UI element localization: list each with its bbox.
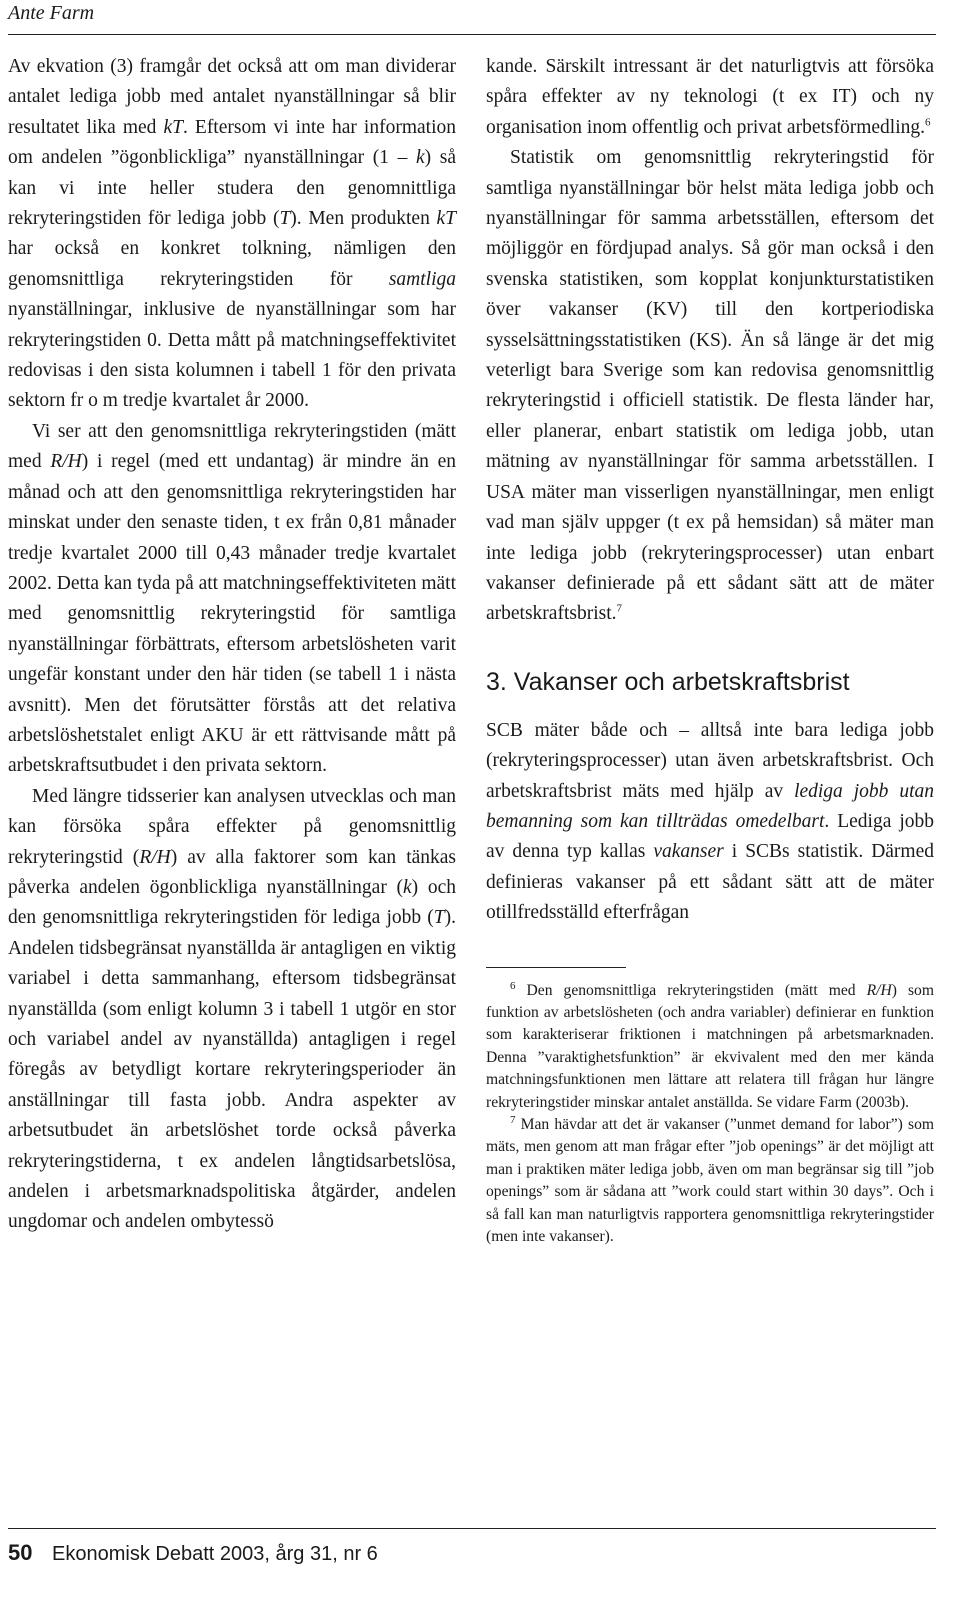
left-paragraph-1: Av ekvation (3) framgår det också att om man dividerar antalet lediga jobb med antalet nyanställningar så blir resultatet lika med kT. Eftersom vi inte har information om andelen ”ögonblickliga” nyanställningar (1 – k) så kan vi inte heller studera den genomnittliga rekryteringstiden för lediga jobb (T). Men produkten kT har också en konkret tolkning, nämligen den genomsnittliga rekryteringstiden för samtliga nyanställningar, inklusive de nyanställningar som har rekryteringstiden 0. Detta mått på matchningseffektivitet redovisas i den sista kolumnen i tabell 1 för den privata sektorn fr o m tredje kvartalet år 2000. <box>8 56 456 412</box>
right-paragraph-3: SCB mäter både och – alltså inte bara lediga jobb (rekryteringsprocesser) utan även arbetskraftsbrist. Och arbetskraftsbrist mäts med hjälp av lediga jobb utan bemanning som kan tillträdas omedelbart. Lediga jobb av denna typ kallas vakanser i SCBs statistik. Därmed definieras vakanser på ett sådant sätt att de mäter otillfredsställd efterfrågan <box>486 719 934 924</box>
footnote-ref: 7 <box>616 602 623 615</box>
footnote-7: $^7$ Man hävdar att det är vakanser (”unmet demand for labor”) som mäts, men genom att man frågar efter ”job openings” är det möjligt att man i praktiken mäter lediga jobb, även om man begränsar sig till ”job openings” som är sådana att ”work could start within 30 days”. Och i så fall kan man naturligtvis rapportera genomsnittliga rekryteringstider (men inte vakanser). <box>486 1113 934 1246</box>
footer-rule <box>8 1528 936 1529</box>
emphasis: R/H <box>866 981 892 999</box>
emphasis: kT <box>436 208 456 230</box>
header-rule <box>8 34 936 35</box>
emphasis: T <box>279 208 291 230</box>
journal-citation: Ekonomisk Debatt 2003, årg 31, nr 6 <box>52 1543 378 1565</box>
emphasis: samtliga <box>388 268 456 290</box>
emphasis: T <box>433 907 445 929</box>
footnote-ref: 6 <box>925 116 931 129</box>
footnote-ref: 6 <box>510 979 516 992</box>
emphasis: vakanser <box>653 841 724 863</box>
footnote-rule <box>486 967 626 968</box>
footnotes <box>486 980 934 1249</box>
section-heading: 3. Vakanser och arbetskraftsbrist <box>486 667 850 696</box>
emphasis: kT <box>163 116 183 138</box>
left-paragraph-2: Vi ser att den genomsnittliga rekryteringstiden (mätt med R/H) i regel (med ett undantag) är mindre än en månad och att den genomsnittliga rekryteringstiden har minskat under den senaste tiden, t ex från 0,81 månader tredje kvartalet 2000 till 0,43 månader tredje kvartalet 2002. Detta kan tyda på att matchningseffektiviteten mätt med genomsnittlig rekryteringstid för samtliga nyanställningar förbättrats, eftersom arbetslösheten varit ungefär konstant under den här tiden (se tabell 1 i nästa avsnitt). Men det förutsätter förstås att det relativa arbetslöshetstalet enligt AKU är ett rättvisande mått på arbetskraftsutbudet i den privata sektorn. <box>8 420 457 777</box>
emphasis: k <box>415 147 425 169</box>
left-column <box>8 52 456 1238</box>
emphasis: R/H <box>139 846 171 868</box>
footnote-ref: 7 <box>510 1113 516 1126</box>
right-paragraph-1: kande. Särskilt intressant är det naturligtvis att försöka spåra effekter av ny teknologi (t ex IT) och ny organisation inom offentlig och privat arbetsförmedling.$^6$ <box>486 56 934 138</box>
right-paragraph-2: Statistik om genomsnittlig rekryteringstid för samtliga nyanställningar bör helst mäta lediga jobb och nyanställningar för samma arbetsställen, eftersom det möjliggör en fördjupad analys. Så gör man också i den svenska statistiken, som kopplat konjunkturstatistiken över vakanser (KV) till den kortperiodiska sysselsättningsstatistiken (KS). Än så länge är det mig veterligt bara Sverige som kan redovisa genomsnittlig rekryteringstid i officiell statistik. De flesta länder har, eller planerar, enbart statistik om lediga jobb, utan mätning av nyanställningar för samma arbetsställen. I USA mäter man visserligen nyanställningar, men enligt vad man själv uppger (t ex på hemsidan) så mäter man inte lediga jobb (rekryteringsprocesser) utan enbart vakanser definierade på ett sådant sätt att de mäter arbetskraftsbrist.$^7$ <box>486 147 934 625</box>
running-head: Ante Farm <box>8 2 95 24</box>
right-column <box>486 52 934 1248</box>
footnote-6: $^6$ Den genomsnittliga rekryteringstiden (mätt med R/H) som funktion av arbetslösheten (och andra variabler) definierar en funktion som karakteriserar friktionen i matchningen på arbetsmarknaden. Denna ”varaktighetsfunktion” är ekvivalent med den mer kända matchningsfunktionen men lättare att relatera till frågan hur längre rekryteringstider minskar antalet anställda. Se vidare Farm (2003b). <box>486 979 934 1111</box>
emphasis: R/H <box>50 451 82 473</box>
page-number: 50 <box>8 1540 33 1565</box>
left-paragraph-3: Med längre tidsserier kan analysen utvecklas och man kan försöka spåra effekter på genomsnittlig rekryteringstid (R/H) av alla faktorer som kan tänkas påverka andelen ögonblickliga nyanställningar (k) och den genomsnittliga rekryteringstiden för lediga jobb (T). Andelen tidsbegränsat nyanställda är antagligen en viktig variabel i detta sammanhang, eftersom tidsbegränsat nyanställda (som enligt kolumn 3 i tabell 1 utgör en stor och variabel andel av nyanställda) antagligen i regel föregås av betydligt kortare rekryteringsperioder än anställningar till fasta jobb. Andra aspekter av arbetsutbudet än arbetslöshet torde också påverka rekryteringstiderna, t ex andelen långtidsarbetslösa, andelen i arbetsmarknadspolitiska åtgärder, andelen ungdomar och andelen ombytessö <box>8 785 457 1233</box>
page-footer <box>8 1540 378 1566</box>
emphasis: k <box>403 876 412 898</box>
emphasis: lediga jobb utan bemanning som kan tillträdas omedelbart <box>486 780 934 832</box>
